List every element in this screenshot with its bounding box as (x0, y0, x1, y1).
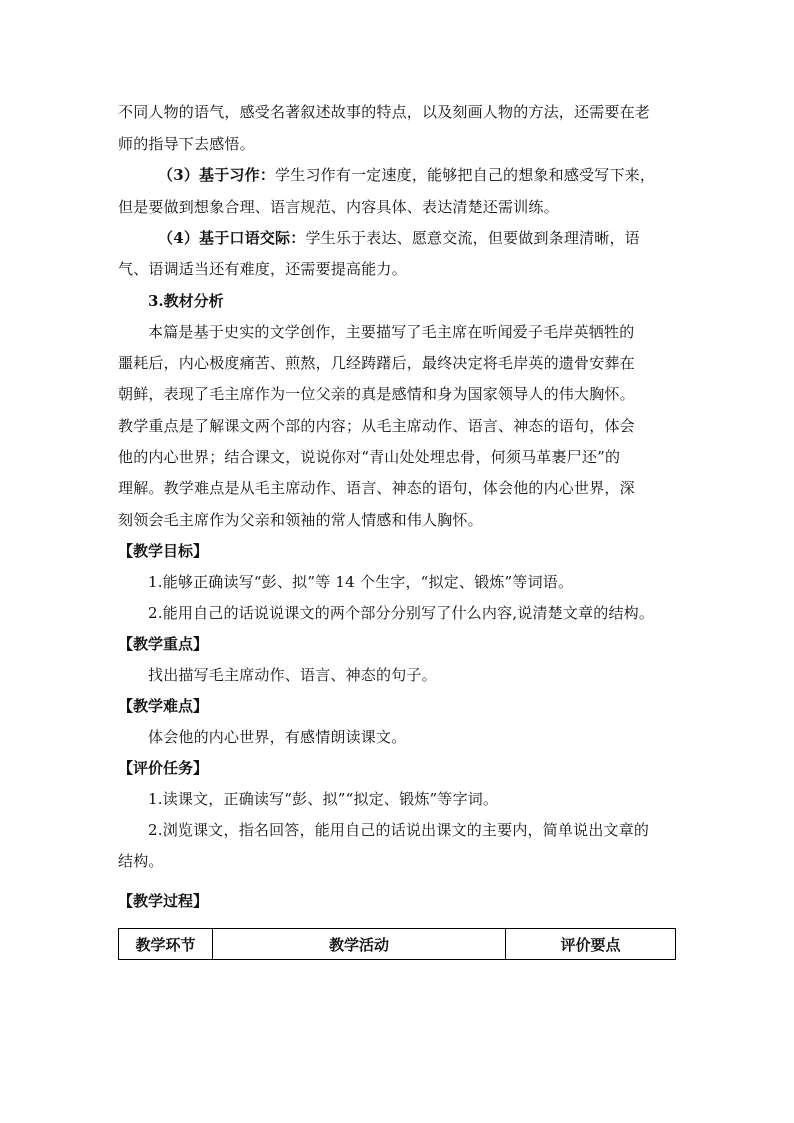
evaluation-item: 1.读课文，正确读写“彭、拟”“拟定、锻炼”等字词。 (148, 790, 499, 808)
process-table (118, 928, 676, 960)
paragraph-line: 噩耗后，内心极度痛苦、煎熬，几经踌躇后，最终决定将毛岸英的遗骨安葬在 (118, 354, 635, 372)
table-header-cell: 评价要点 (506, 929, 676, 960)
difficulties-text: 体会他的内心世界，有感情朗读课文。 (148, 728, 407, 746)
goal-item: 1.能够正确读写“彭、拟”等 14 个生字，“拟定、锻炼”等词语。 (148, 573, 574, 591)
keypoints-text: 找出描写毛主席动作、语言、神态的句子。 (148, 666, 437, 684)
paragraph-line: 气、语调适当还有难度，还需要提高能力。 (118, 260, 407, 278)
paragraph-line: 理解。教学难点是从毛主席动作、语言、神态的语句，体会他的内心世界，深 (118, 479, 635, 497)
point-3-label: （3）基于习作： (158, 166, 276, 184)
point-3 (158, 165, 655, 185)
table-header-cell: 教学环节 (119, 929, 213, 960)
paragraph-line: 不同人物的语气，感受名著叙述故事的特点，以及刻画人物的方法，还需要在老 (118, 103, 651, 121)
section-heading-process: 【教学过程】 (118, 892, 209, 910)
paragraph-line: 朝鲜，表现了毛主席作为一位父亲的真是感情和身为国家领导人的伟大胸怀。 (118, 385, 635, 403)
point-4-label: （4）基于口语交际： (158, 229, 306, 247)
point-4-text: 学生乐于表达、愿意交流，但要做到条理清晰，语 (305, 229, 640, 247)
section-heading-keypoints: 【教学重点】 (118, 635, 209, 653)
paragraph-line: 刻领会毛主席作为父亲和领袖的常人情感和伟人胸怀。 (118, 511, 483, 529)
goal-item: 2.能用自己的话说说课文的两个部分分别写了什么内容,说清楚文章的结构。 (148, 604, 655, 622)
paragraph-line: 他的内心世界；结合课文，说说你对“青山处处埋忠骨，何须马革裹尸还”的 (118, 448, 621, 466)
paragraph-line: 师的指导下去感悟。 (118, 135, 255, 153)
paragraph-line: 本篇是基于史实的文学创作，主要描写了毛主席在听闻爱子毛岸英牺牲的 (148, 323, 635, 341)
table-header-cell: 教学活动 (213, 929, 506, 960)
evaluation-item-continued: 结构。 (118, 852, 164, 870)
table-header-row (119, 929, 676, 960)
section-heading-goals: 【教学目标】 (118, 542, 209, 560)
section-title: 3.教材分析 (148, 292, 224, 310)
paragraph-line: 教学重点是了解课文两个部的内容；从毛主席动作、语言、神态的语句，体会 (118, 417, 635, 435)
evaluation-item: 2.浏览课文，指名回答，能用自己的话说出课文的主要内，简单说出文章的 (148, 821, 650, 839)
point-4 (158, 228, 640, 248)
section-heading-evaluation: 【评价任务】 (118, 759, 209, 777)
section-heading-difficulties: 【教学难点】 (118, 697, 209, 715)
paragraph-line: 但是要做到想象合理、语言规范、内容具体、表达清楚还需训练。 (118, 198, 559, 216)
point-3-text: 学生习作有一定速度，能够把自己的想象和感受写下来， (275, 166, 656, 184)
